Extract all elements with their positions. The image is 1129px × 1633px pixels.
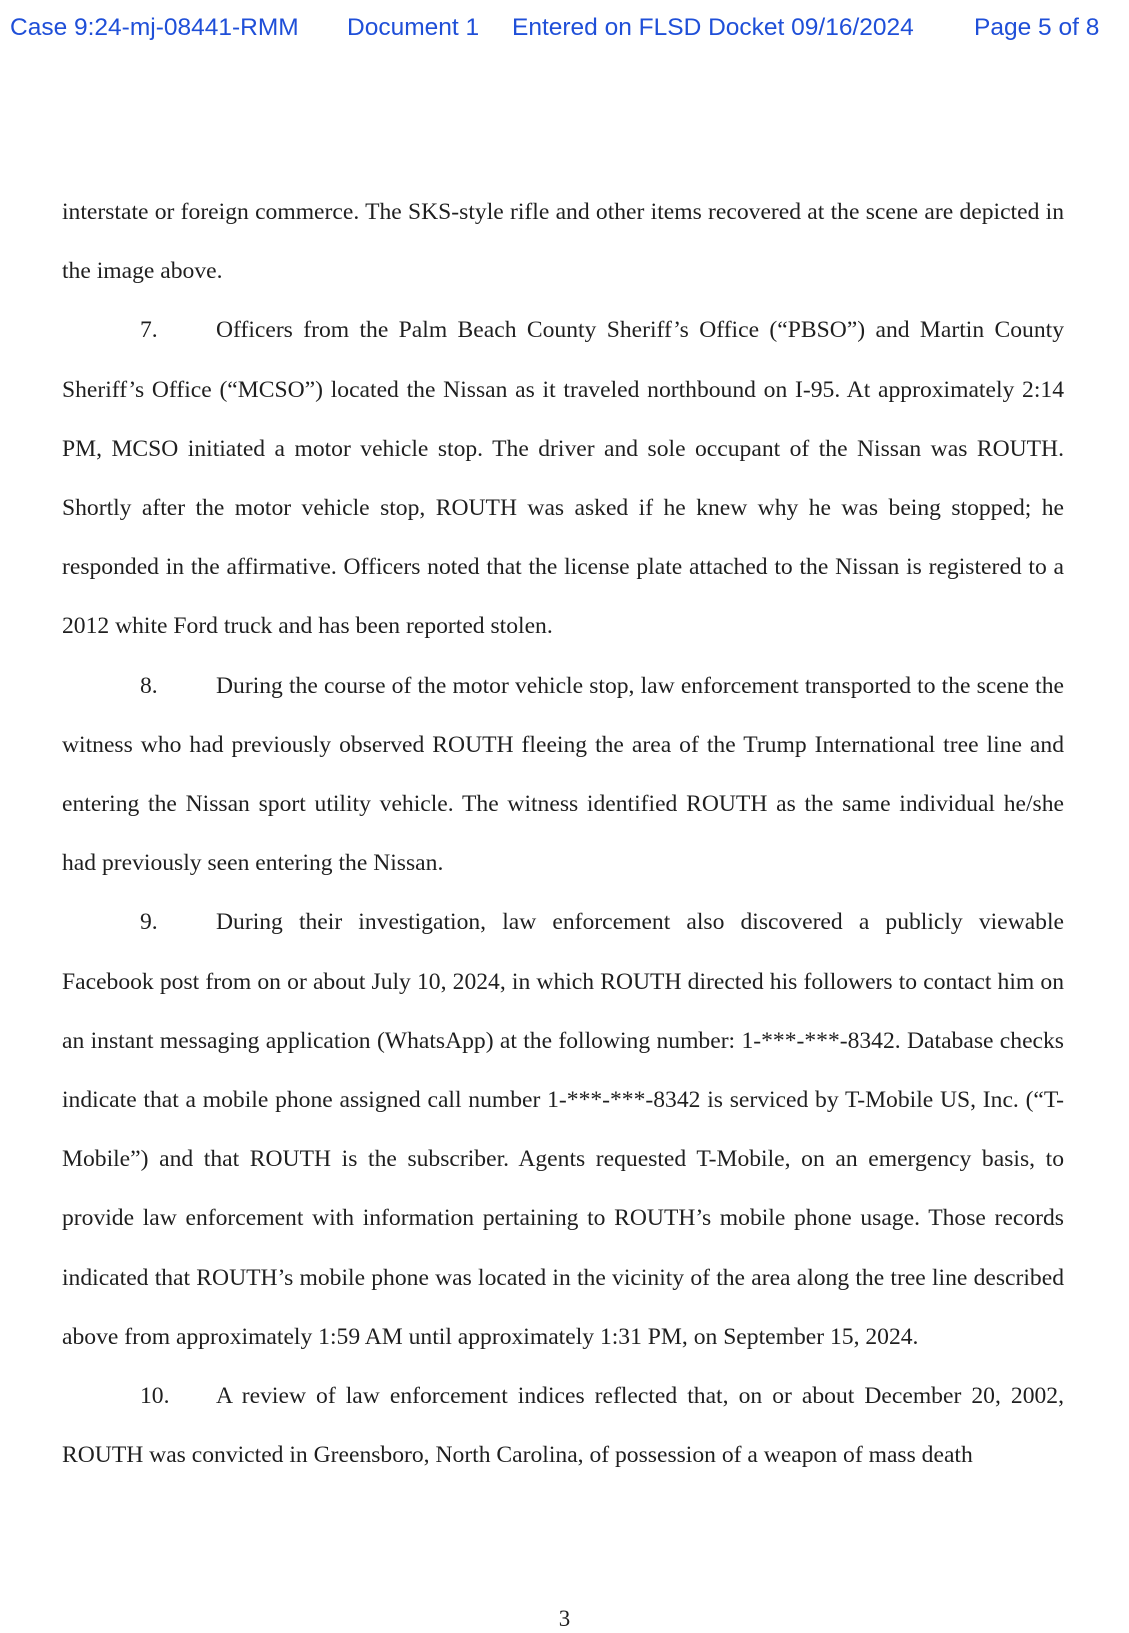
paragraph-8	[62, 657, 1064, 894]
docket-header	[10, 10, 1121, 46]
paragraph-number: 10.	[140, 1383, 170, 1410]
paragraph-number: 9.	[140, 909, 158, 936]
page-indicator: Page 5 of 8	[974, 14, 1100, 41]
paragraph-text: A review of law enforcement indices reflected that, on or about December 20, 2002, ROUTH was convicted in Greensboro, North Carolina, of possession of a weapon of mass death	[62, 1383, 1064, 1469]
document-number: Document 1	[347, 14, 480, 41]
paragraph-text: interstate or foreign commerce. The SKS-style rifle and other items recovered at the scene are depicted in the image above.	[62, 199, 1064, 285]
paragraph-text: During the course of the motor vehicle stop, law enforcement transported to the scene the witness who had previously observed ROUTH fleeing the area of the Trump International tree line and entering the Nissan sport utility vehicle. The witness identified ROUTH as the same individual he/she had previously seen entering the Nissan.	[62, 672, 1064, 877]
paragraph-continuation	[62, 183, 1064, 301]
paragraph-9	[62, 893, 1064, 1367]
docket-entry-date: Entered on FLSD Docket 09/16/2024	[512, 14, 914, 41]
document-body	[62, 183, 1064, 1485]
paragraph-text: Officers from the Palm Beach County Sheriff’s Office (“PBSO”) and Martin County Sheriff’s Office (“MCSO”) located the Nissan as it traveled northbound on I-95. At approximately 2:14 PM, MCSO initiated a motor vehicle stop. The driver and sole occupant of the Nissan was ROUTH. Shortly after the motor vehicle stop, ROUTH was asked if he knew why he was being stopped; he responded in the affirmative. Officers noted that the license plate attached to the Nissan is registered to a 2012 white Ford truck and has been reported stolen.	[62, 317, 1064, 640]
paragraph-10	[62, 1367, 1064, 1485]
case-number: Case 9:24-mj-08441-RMM	[10, 14, 299, 41]
paragraph-number: 7.	[140, 317, 158, 344]
paragraph-number: 8.	[140, 672, 158, 699]
page-number: 3	[558, 1606, 571, 1631]
paragraph-7	[62, 301, 1064, 656]
paragraph-text: During their investigation, law enforcement also discovered a publicly viewable Facebook post from on or about July 10, 2024, in which ROUTH directed his followers to contact him on an instant messaging application (WhatsApp) at the following number: 1-***-***-8342. Database checks indicate that a mobile phone assigned call number 1-***-***-8342 is serviced by T-Mobile US, Inc. (“T-Mobile”) and that ROUTH is the subscriber. Agents requested T-Mobile, on an emergency basis, to provide law enforcement with information pertaining to ROUTH’s mobile phone usage. Those records indicated that ROUTH’s mobile phone was located in the vicinity of the area along the tree line described above from approximately 1:59 AM until approximately 1:31 PM, on September 15, 2024.	[62, 909, 1064, 1350]
